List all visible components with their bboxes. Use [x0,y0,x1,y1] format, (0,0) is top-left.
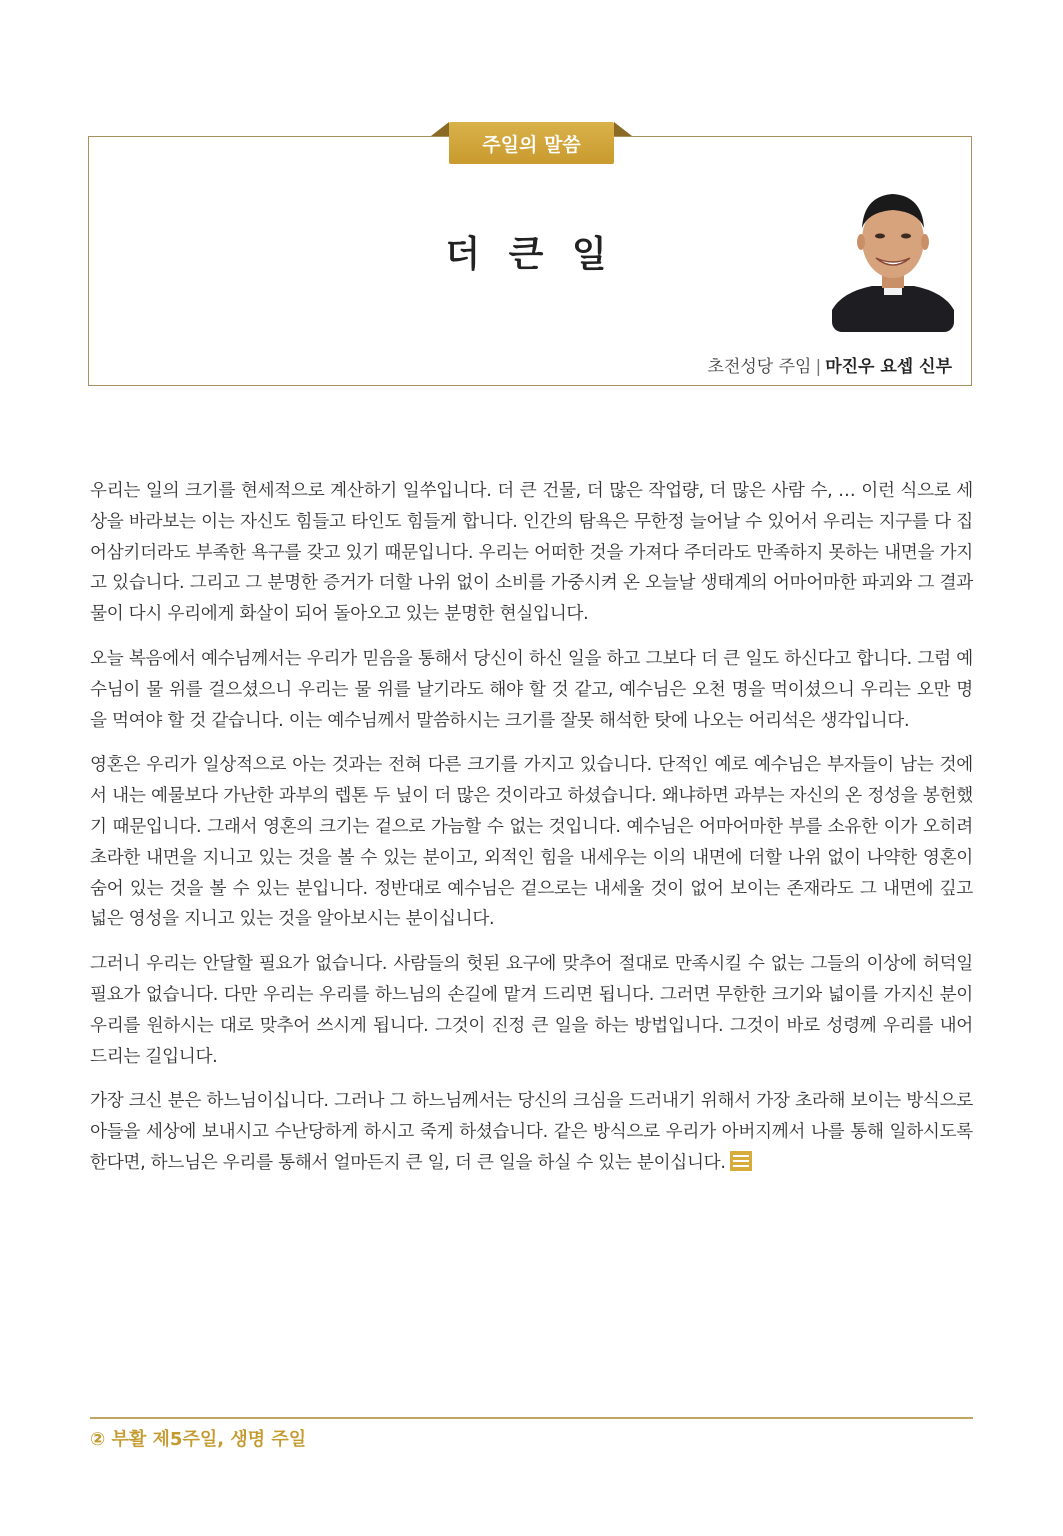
tab-fold-left [431,122,449,136]
footer-page-label: ② 부활 제5주일, 생명 주일 [90,1429,307,1450]
footer-divider [90,1417,973,1419]
paragraph: 그러니 우리는 안달할 필요가 없습니다. 사람들의 헛된 요구에 맞추어 절대로 만족시킬 수 없는 그들의 이상에 허덕일 필요가 없습니다. 다만 우리는 우리를 하느님의 손길에 맡겨 드리면 됩니다. 그러면 무한한 크기와 넓이를 가지신 분이 우리를 원하시는 대로 맞추어 쓰시게 됩니다. 그것이 진정 큰 일을 하는 방법입니다. 그것이 바로 성령께 우리를 내어 드리는 길입니다. [90,954,973,1067]
article-title: 더 큰 일 [445,233,615,275]
byline-name: 마진우 요셉 신부 [825,357,952,377]
paragraph: 가장 크신 분은 하느님이십니다. 그러나 그 하느님께서는 당신의 크심을 드러내기 위해서 가장 초라해 보이는 방식으로 아들을 세상에 보내시고 수난당하게 하시고 죽게 하셨습니다. 같은 방식으로 우리가 아버지께서 나를 통해 일하시도록 한다면, 하느님은 우리를 통해서 얼마든지 큰 일, 더 큰 일을 하실 수 있는 분이십니다. [90,1091,973,1173]
tab-fold-right [614,122,632,136]
author-byline [708,352,952,377]
priest-portrait-icon [832,182,954,332]
section-tab: 주일의 말씀 [449,122,614,164]
end-mark-icon [730,1151,752,1171]
author-photo [832,182,954,332]
byline-separator: | [815,357,822,377]
article-body [90,476,973,1193]
paragraph: 오늘 복음에서 예수님께서는 우리가 믿음을 통해서 당신이 하신 일을 하고 그보다 더 큰 일도 하신다고 합니다. 그럼 예수님이 물 위를 걸으셨으니 우리는 물 위를 날기라도 해야 할 것 같고, 예수님은 오천 명을 먹이셨으니 우리는 오만 명을 먹여야 할 것 같습니다. 이는 예수님께서 말씀하시는 크기를 잘못 해석한 탓에 나오는 어리석은 생각입니다. [90,648,973,731]
paragraph: 우리는 일의 크기를 현세적으로 계산하기 일쑤입니다. 더 큰 건물, 더 많은 작업량, 더 많은 사람 수, … 이런 식으로 세상을 바라보는 이는 자신도 힘들고 타인도 힘들게 합니다. 인간의 탐욕은 무한정 늘어날 수 있어서 우리는 지구를 다 집어삼키더라도 부족한 욕구를 갖고 있기 때문입니다. 우리는 어떠한 것을 가져다 주더라도 만족하지 못하는 내면을 가지고 있습니다. 그리고 그 분명한 증거가 더할 나위 없이 소비를 가중시켜 온 오늘날 생태계의 어마어마한 파괴와 그 결과물이 다시 우리에게 화살이 되어 돌아오고 있는 분명한 현실입니다. [90,481,973,625]
byline-role: 초전성당 주임 [707,357,812,377]
paragraph: 영혼은 우리가 일상적으로 아는 것과는 전혀 다른 크기를 가지고 있습니다. 단적인 예로 예수님은 부자들이 남는 것에서 내는 예물보다 가난한 과부의 렙톤 두 닢이 더 많은 것이라고 하셨습니다. 왜냐하면 과부는 자신의 온 정성을 봉헌했기 때문입니다. 그래서 영혼의 크기는 겉으로 가늠할 수 없는 것입니다. 예수님은 어마어마한 부를 소유한 이가 오히려 초라한 내면을 지니고 있는 것을 볼 수 있는 분이고, 외적인 힘을 내세우는 이의 내면에 더할 나위 없이 나약한 영혼이 숨어 있는 것을 볼 수 있는 분입니다. 정반대로 예수님은 겉으로는 내세울 것이 없어 보이는 존재라도 그 내면에 깊고 넓은 영성을 지니고 있는 것을 알아보시는 분이십니다. [90,755,973,930]
paragraph-last [90,1086,973,1178]
